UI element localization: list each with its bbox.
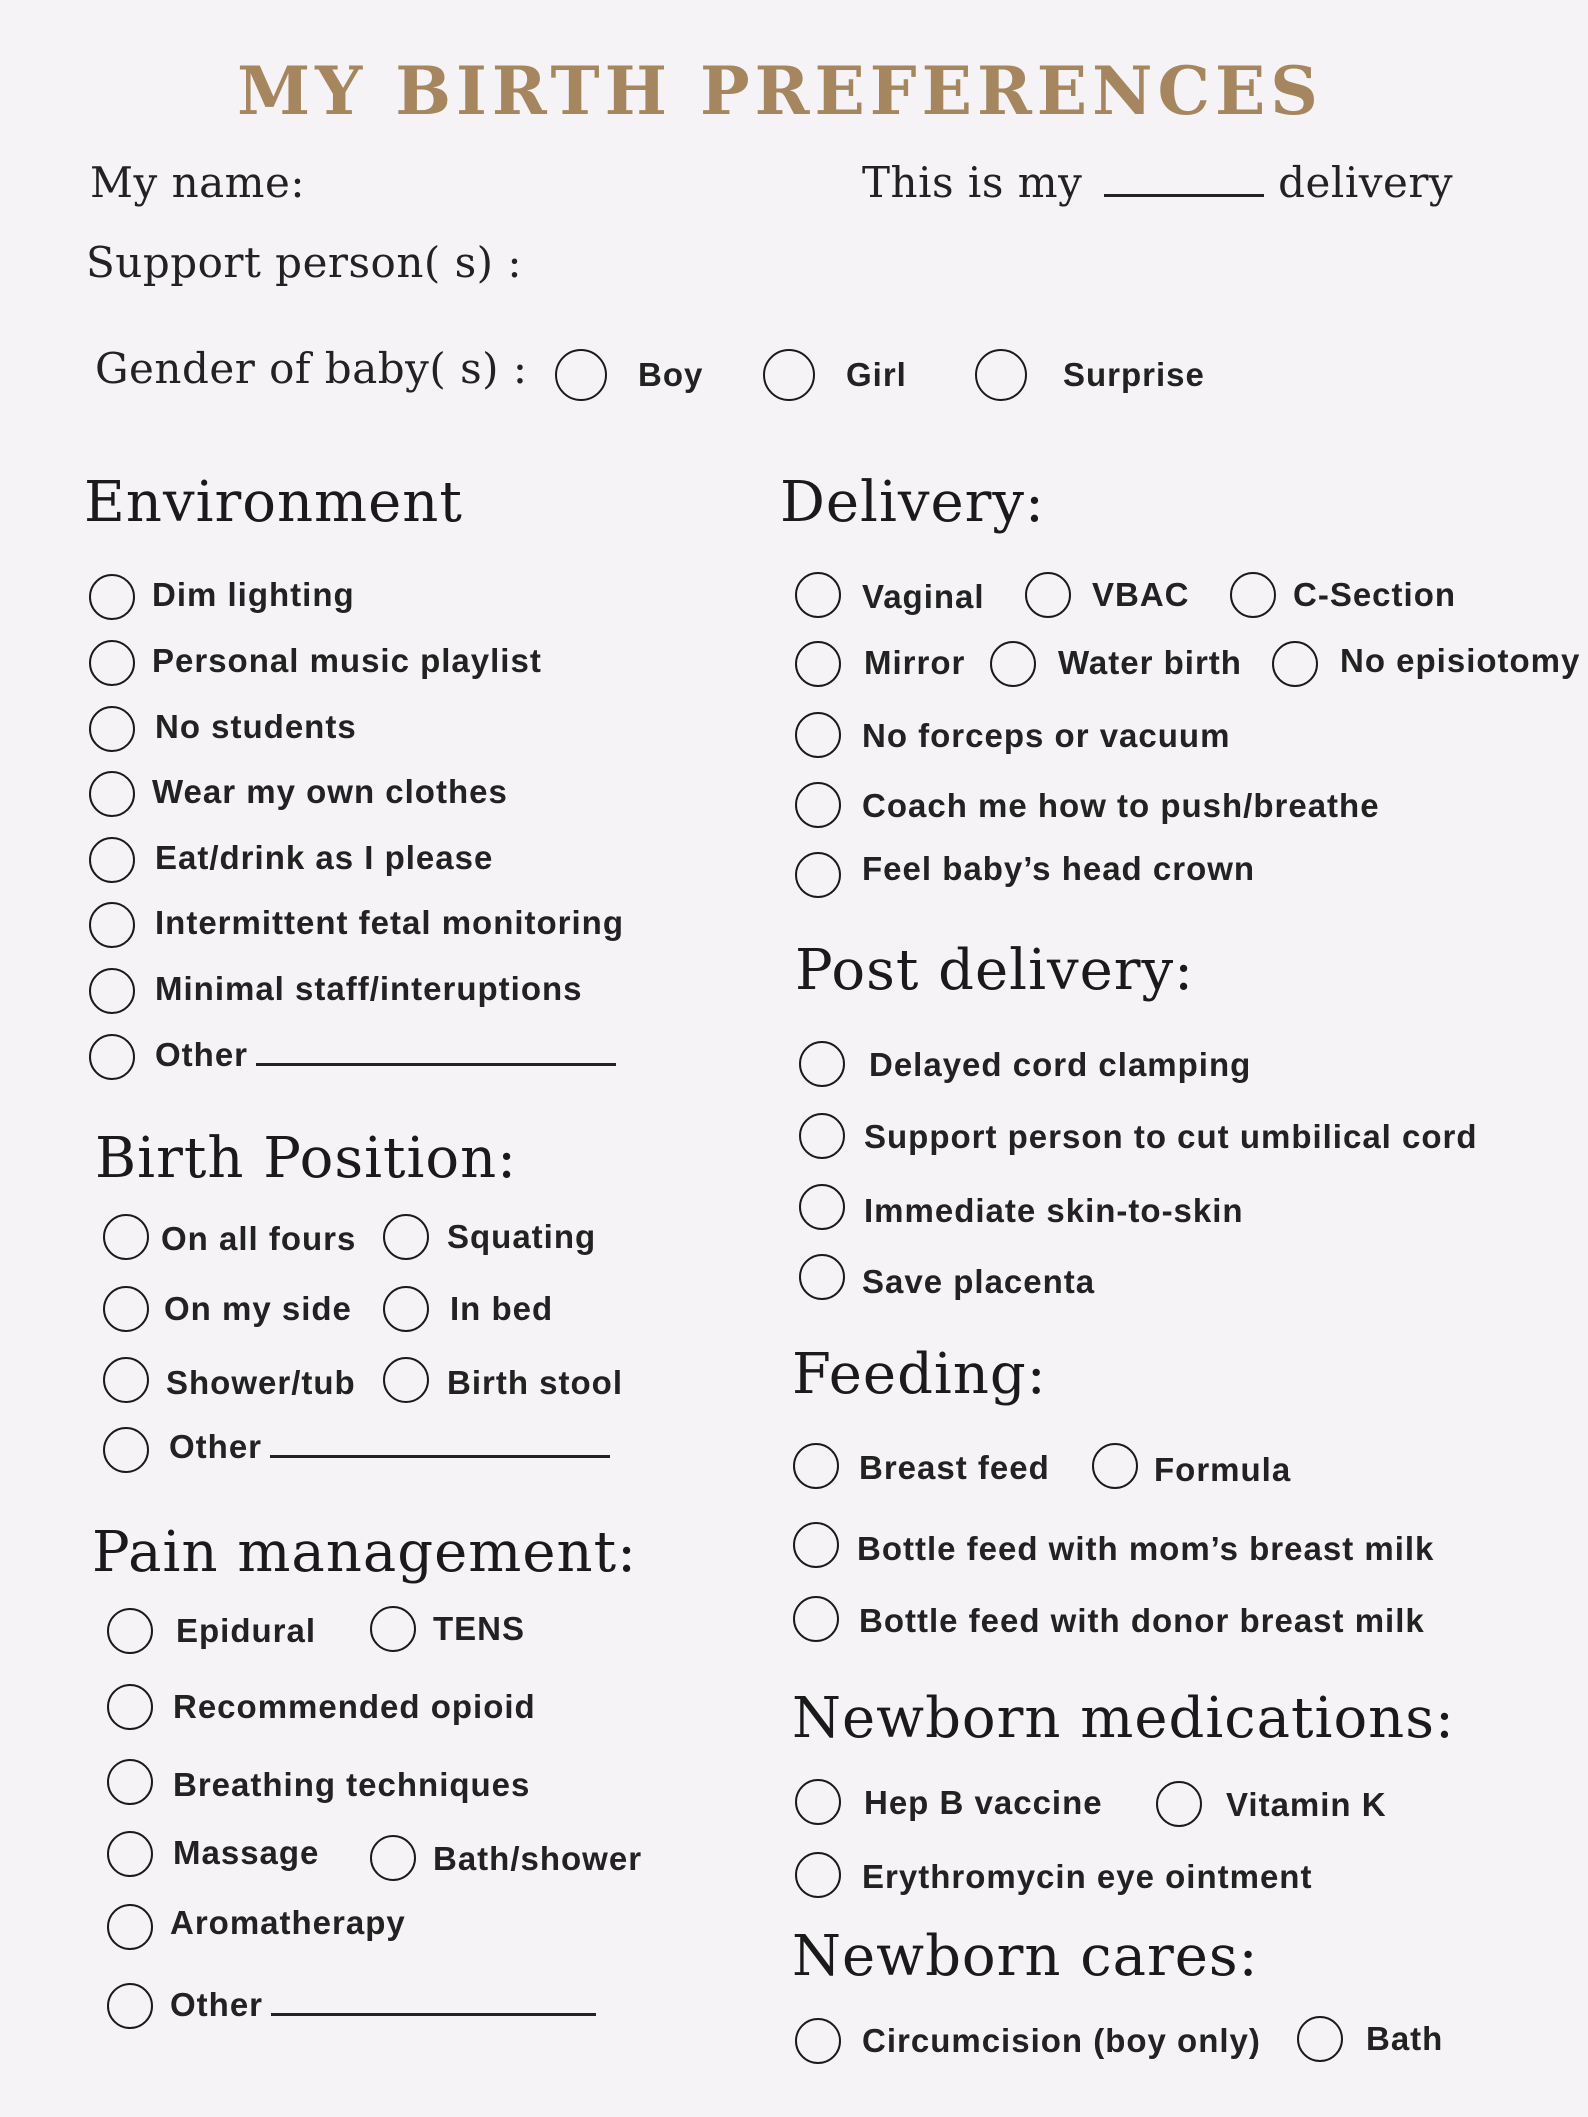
pos-other-field bbox=[169, 1428, 610, 1466]
pain-massage-radio[interactable] bbox=[107, 1831, 153, 1877]
page-title: MY BIRTH PREFERENCES bbox=[237, 52, 1323, 130]
care-bath-label: Bath bbox=[1366, 2020, 1444, 2057]
pos-all-fours-radio[interactable] bbox=[103, 1214, 149, 1260]
med-erythromycin-radio[interactable] bbox=[795, 1852, 841, 1898]
env-no-students-radio[interactable] bbox=[89, 706, 135, 752]
pain-other-blank[interactable] bbox=[271, 2013, 596, 2016]
feed-bottle-moms-milk-radio[interactable] bbox=[793, 1522, 839, 1568]
post-delivery-heading: Post delivery: bbox=[795, 938, 1195, 1003]
pain-aromatherapy-label: Aromatherapy bbox=[170, 1904, 406, 1941]
env-other-field bbox=[155, 1036, 616, 1074]
pain-tens-radio[interactable] bbox=[370, 1606, 416, 1652]
newborn-cares-heading: Newborn cares: bbox=[792, 1924, 1259, 1989]
env-intermittent-monitoring-label: Intermittent fetal monitoring bbox=[155, 904, 624, 941]
feed-bottle-moms-milk-label: Bottle feed with mom’s breast milk bbox=[857, 1530, 1435, 1567]
del-no-forceps-radio[interactable] bbox=[795, 712, 841, 758]
del-mirror-label: Mirror bbox=[864, 644, 966, 681]
pos-side-radio[interactable] bbox=[103, 1286, 149, 1332]
env-music-playlist-label: Personal music playlist bbox=[152, 642, 542, 679]
del-no-episiotomy-label: No episiotomy bbox=[1340, 642, 1581, 679]
feeding-heading: Feeding: bbox=[792, 1342, 1047, 1407]
gender-surprise-radio[interactable] bbox=[975, 349, 1027, 401]
pos-shower-tub-label: Shower/tub bbox=[166, 1364, 356, 1401]
environment-heading: Environment bbox=[84, 470, 463, 535]
pos-side-label: On my side bbox=[164, 1290, 352, 1327]
env-minimal-staff-radio[interactable] bbox=[89, 968, 135, 1014]
env-no-students-label: No students bbox=[155, 708, 357, 745]
feed-breast-label: Breast feed bbox=[859, 1449, 1050, 1486]
feed-formula-radio[interactable] bbox=[1092, 1443, 1138, 1489]
pos-in-bed-label: In bed bbox=[450, 1290, 554, 1327]
gender-boy-label: Boy bbox=[638, 356, 704, 393]
pain-bath-shower-label: Bath/shower bbox=[433, 1840, 643, 1877]
care-circumcision-radio[interactable] bbox=[795, 2018, 841, 2064]
delivery-number-field bbox=[862, 158, 1453, 207]
del-no-forceps-label: No forceps or vacuum bbox=[862, 717, 1231, 754]
feed-breast-radio[interactable] bbox=[793, 1443, 839, 1489]
delivery-heading: Delivery: bbox=[780, 470, 1045, 535]
env-dim-lighting-label: Dim lighting bbox=[152, 576, 355, 613]
env-other-blank[interactable] bbox=[256, 1063, 616, 1066]
del-coach-push-label: Coach me how to push/breathe bbox=[862, 787, 1380, 824]
pain-opioid-label: Recommended opioid bbox=[173, 1688, 536, 1725]
pain-opioid-radio[interactable] bbox=[107, 1684, 153, 1730]
del-c-section-radio[interactable] bbox=[1230, 572, 1276, 618]
pain-breathing-label: Breathing techniques bbox=[173, 1766, 531, 1803]
env-other-radio[interactable] bbox=[89, 1034, 135, 1080]
post-cut-cord-label: Support person to cut umbilical cord bbox=[864, 1118, 1478, 1155]
pos-other-label: Other bbox=[169, 1428, 263, 1465]
pos-squating-radio[interactable] bbox=[383, 1214, 429, 1260]
del-vbac-label: VBAC bbox=[1092, 576, 1190, 613]
pos-other-radio[interactable] bbox=[103, 1427, 149, 1473]
env-intermittent-monitoring-radio[interactable] bbox=[89, 902, 135, 948]
del-vaginal-radio[interactable] bbox=[795, 572, 841, 618]
gender-girl-radio[interactable] bbox=[763, 349, 815, 401]
pain-other-field bbox=[170, 1986, 596, 2024]
del-water-birth-label: Water birth bbox=[1058, 644, 1242, 681]
gender-boy-radio[interactable] bbox=[555, 349, 607, 401]
care-bath-radio[interactable] bbox=[1297, 2016, 1343, 2062]
env-dim-lighting-radio[interactable] bbox=[89, 574, 135, 620]
med-hep-b-radio[interactable] bbox=[795, 1779, 841, 1825]
del-head-crown-label: Feel baby’s head crown bbox=[862, 850, 1256, 887]
feed-bottle-donor-milk-label: Bottle feed with donor breast milk bbox=[859, 1602, 1425, 1639]
med-vitamin-k-radio[interactable] bbox=[1156, 1781, 1202, 1827]
pos-in-bed-radio[interactable] bbox=[383, 1286, 429, 1332]
care-circumcision-label: Circumcision (boy only) bbox=[862, 2022, 1261, 2059]
post-cut-cord-radio[interactable] bbox=[799, 1113, 845, 1159]
pos-all-fours-label: On all fours bbox=[161, 1220, 357, 1257]
del-vaginal-label: Vaginal bbox=[862, 578, 985, 615]
delivery-number-blank[interactable] bbox=[1104, 194, 1264, 197]
del-c-section-label: C-Section bbox=[1293, 576, 1457, 613]
support-person-label: Support person( s) : bbox=[86, 238, 523, 287]
delivery-suffix: delivery bbox=[1278, 158, 1454, 207]
pos-birth-stool-radio[interactable] bbox=[383, 1357, 429, 1403]
post-cord-clamping-radio[interactable] bbox=[799, 1041, 845, 1087]
pos-shower-tub-radio[interactable] bbox=[103, 1357, 149, 1403]
pain-other-radio[interactable] bbox=[107, 1983, 153, 2029]
env-music-playlist-radio[interactable] bbox=[89, 640, 135, 686]
post-cord-clamping-label: Delayed cord clamping bbox=[869, 1046, 1252, 1083]
del-head-crown-radio[interactable] bbox=[795, 852, 841, 898]
med-erythromycin-label: Erythromycin eye ointment bbox=[862, 1858, 1313, 1895]
delivery-prefix: This is my bbox=[862, 158, 1083, 207]
env-other-label: Other bbox=[155, 1036, 249, 1073]
birth-position-heading: Birth Position: bbox=[95, 1126, 518, 1191]
post-save-placenta-radio[interactable] bbox=[799, 1254, 845, 1300]
feed-formula-label: Formula bbox=[1154, 1451, 1292, 1488]
feed-bottle-donor-milk-radio[interactable] bbox=[793, 1596, 839, 1642]
env-eat-drink-label: Eat/drink as I please bbox=[155, 839, 494, 876]
pos-other-blank[interactable] bbox=[270, 1455, 610, 1458]
del-coach-push-radio[interactable] bbox=[795, 782, 841, 828]
pain-bath-shower-radio[interactable] bbox=[370, 1835, 416, 1881]
pain-tens-label: TENS bbox=[433, 1610, 526, 1647]
env-own-clothes-label: Wear my own clothes bbox=[152, 773, 508, 810]
pain-massage-label: Massage bbox=[173, 1834, 320, 1871]
gender-label: Gender of baby( s) : bbox=[95, 344, 528, 393]
del-water-birth-radio[interactable] bbox=[990, 641, 1036, 687]
pain-other-label: Other bbox=[170, 1986, 264, 2023]
gender-surprise-label: Surprise bbox=[1063, 356, 1205, 393]
pos-birth-stool-label: Birth stool bbox=[447, 1364, 623, 1401]
name-label: My name: bbox=[90, 158, 306, 207]
post-skin-to-skin-label: Immediate skin-to-skin bbox=[864, 1192, 1244, 1229]
pain-epidural-label: Epidural bbox=[176, 1612, 317, 1649]
env-eat-drink-radio[interactable] bbox=[89, 837, 135, 883]
del-no-episiotomy-radio[interactable] bbox=[1272, 641, 1318, 687]
env-minimal-staff-label: Minimal staff/interuptions bbox=[155, 970, 583, 1007]
pain-management-heading: Pain management: bbox=[92, 1520, 637, 1585]
post-save-placenta-label: Save placenta bbox=[862, 1263, 1096, 1300]
del-mirror-radio[interactable] bbox=[795, 641, 841, 687]
newborn-medications-heading: Newborn medications: bbox=[792, 1686, 1455, 1751]
pos-squating-label: Squating bbox=[447, 1218, 597, 1255]
med-hep-b-label: Hep B vaccine bbox=[864, 1784, 1103, 1821]
env-own-clothes-radio[interactable] bbox=[89, 771, 135, 817]
del-vbac-radio[interactable] bbox=[1025, 572, 1071, 618]
gender-girl-label: Girl bbox=[846, 356, 907, 393]
post-skin-to-skin-radio[interactable] bbox=[799, 1184, 845, 1230]
med-vitamin-k-label: Vitamin K bbox=[1226, 1786, 1387, 1823]
pain-aromatherapy-radio[interactable] bbox=[107, 1904, 153, 1950]
pain-epidural-radio[interactable] bbox=[107, 1608, 153, 1654]
pain-breathing-radio[interactable] bbox=[107, 1759, 153, 1805]
